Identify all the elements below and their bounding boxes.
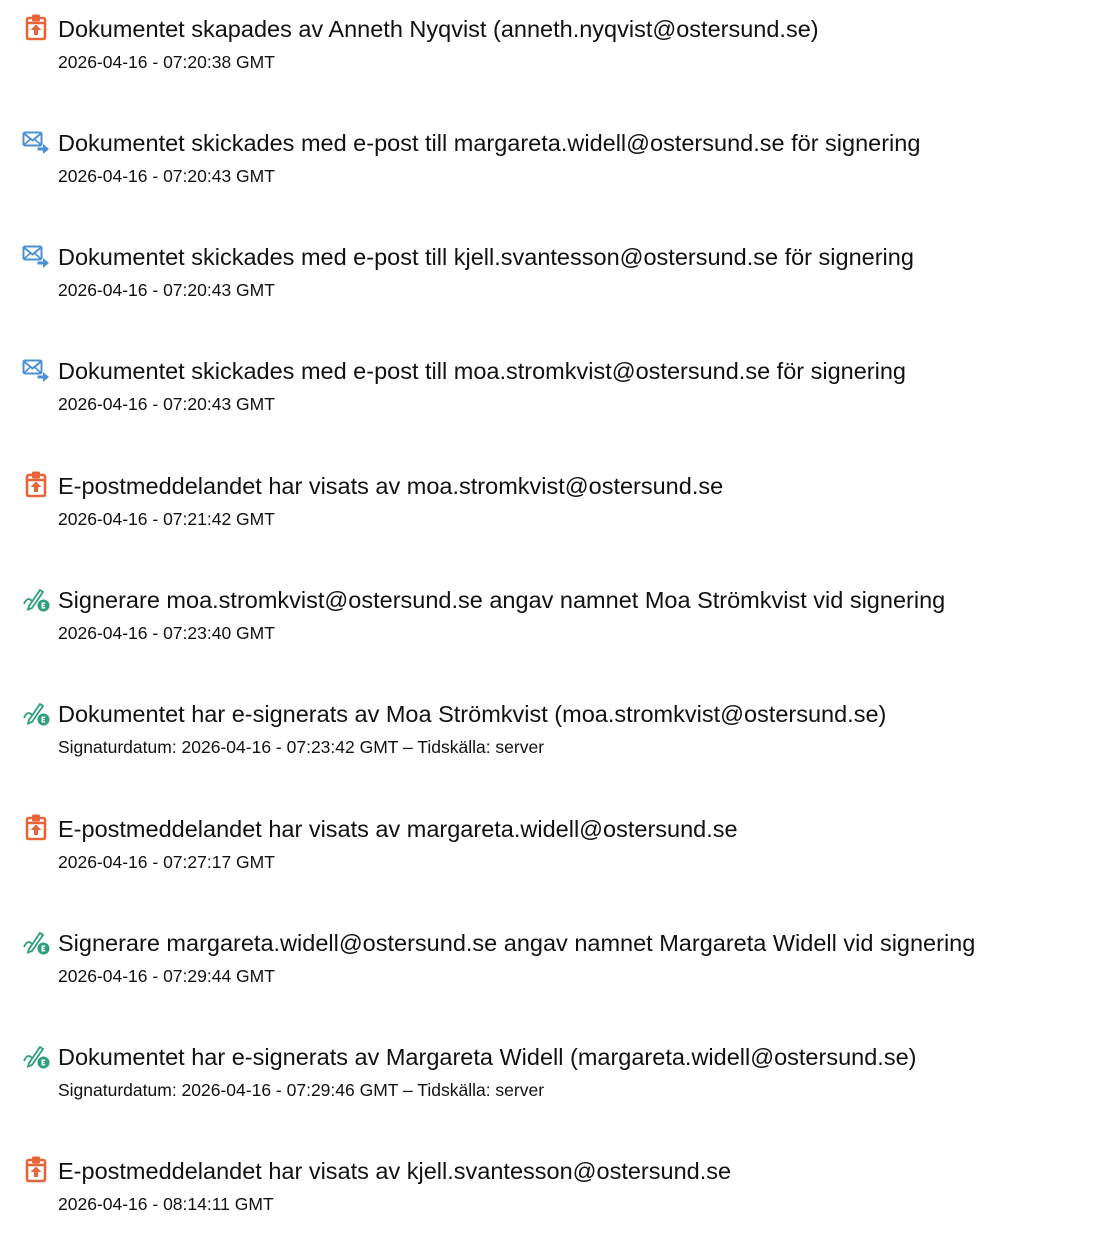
e-signature-icon	[22, 1042, 50, 1070]
audit-event-timestamp: 2026-04-16 - 07:21:42 GMT	[58, 509, 275, 529]
audit-event-title: Dokumentet skickades med e-post till margareta.widell@ostersund.se för signering	[58, 130, 921, 156]
audit-event-item	[0, 14, 1099, 94]
audit-event-timestamp: 2026-04-16 - 07:20:38 GMT	[58, 52, 275, 72]
audit-event-title: E-postmeddelandet har visats av kjell.svantesson@ostersund.se	[58, 1158, 732, 1184]
audit-event-title: Dokumentet har e-signerats av Margareta Widell (margareta.widell@ostersund.se)	[58, 1044, 917, 1070]
audit-event-title: E-postmeddelandet har visats av moa.stromkvist@ostersund.se	[58, 473, 724, 499]
audit-event-title: Dokumentet skapades av Anneth Nyqvist (anneth.nyqvist@ostersund.se)	[58, 16, 819, 42]
audit-event-timestamp: 2026-04-16 - 07:20:43 GMT	[58, 394, 275, 414]
e-signature-icon	[22, 928, 50, 956]
document-viewed-icon	[22, 471, 50, 499]
audit-event-timestamp: 2026-04-16 - 07:27:17 GMT	[58, 852, 275, 872]
audit-event-item	[0, 242, 1099, 322]
audit-event-item	[0, 1042, 1099, 1122]
document-viewed-icon	[22, 1156, 50, 1184]
e-signature-icon	[22, 585, 50, 613]
audit-event-item	[0, 928, 1099, 1008]
audit-event-timestamp: 2026-04-16 - 08:14:11 GMT	[58, 1194, 274, 1214]
audit-event-timestamp: Signaturdatum: 2026-04-16 - 07:29:46 GMT – Tidskälla: server	[58, 1080, 545, 1100]
audit-event-title: Dokumentet skickades med e-post till moa.stromkvist@ostersund.se för signering	[58, 358, 906, 384]
audit-event-timestamp: 2026-04-16 - 07:20:43 GMT	[58, 166, 275, 186]
audit-event-title: E-postmeddelandet har visats av margareta.widell@ostersund.se	[58, 816, 738, 842]
audit-event-item	[0, 699, 1099, 779]
audit-event-title: Dokumentet skickades med e-post till kjell.svantesson@ostersund.se för signering	[58, 244, 914, 270]
audit-event-title: Dokumentet har e-signerats av Moa Strömkvist (moa.stromkvist@ostersund.se)	[58, 701, 887, 727]
audit-event-item	[0, 1156, 1099, 1236]
e-signature-icon	[22, 699, 50, 727]
document-created-icon	[22, 14, 50, 42]
audit-event-item	[0, 471, 1099, 551]
audit-event-item	[0, 128, 1099, 208]
audit-event-item	[0, 356, 1099, 436]
audit-event-item	[0, 585, 1099, 665]
audit-event-timestamp: Signaturdatum: 2026-04-16 - 07:23:42 GMT – Tidskälla: server	[58, 737, 545, 757]
audit-event-title: Signerare moa.stromkvist@ostersund.se angav namnet Moa Strömkvist vid signering	[58, 587, 946, 613]
audit-event-title: Signerare margareta.widell@ostersund.se angav namnet Margareta Widell vid signering	[58, 930, 976, 956]
audit-event-timestamp: 2026-04-16 - 07:20:43 GMT	[58, 280, 275, 300]
audit-event-item	[0, 814, 1099, 894]
audit-event-timestamp: 2026-04-16 - 07:23:40 GMT	[58, 623, 275, 643]
audit-event-timestamp: 2026-04-16 - 07:29:44 GMT	[58, 966, 275, 986]
email-sent-icon	[22, 128, 50, 156]
document-viewed-icon	[22, 814, 50, 842]
email-sent-icon	[22, 356, 50, 384]
email-sent-icon	[22, 242, 50, 270]
